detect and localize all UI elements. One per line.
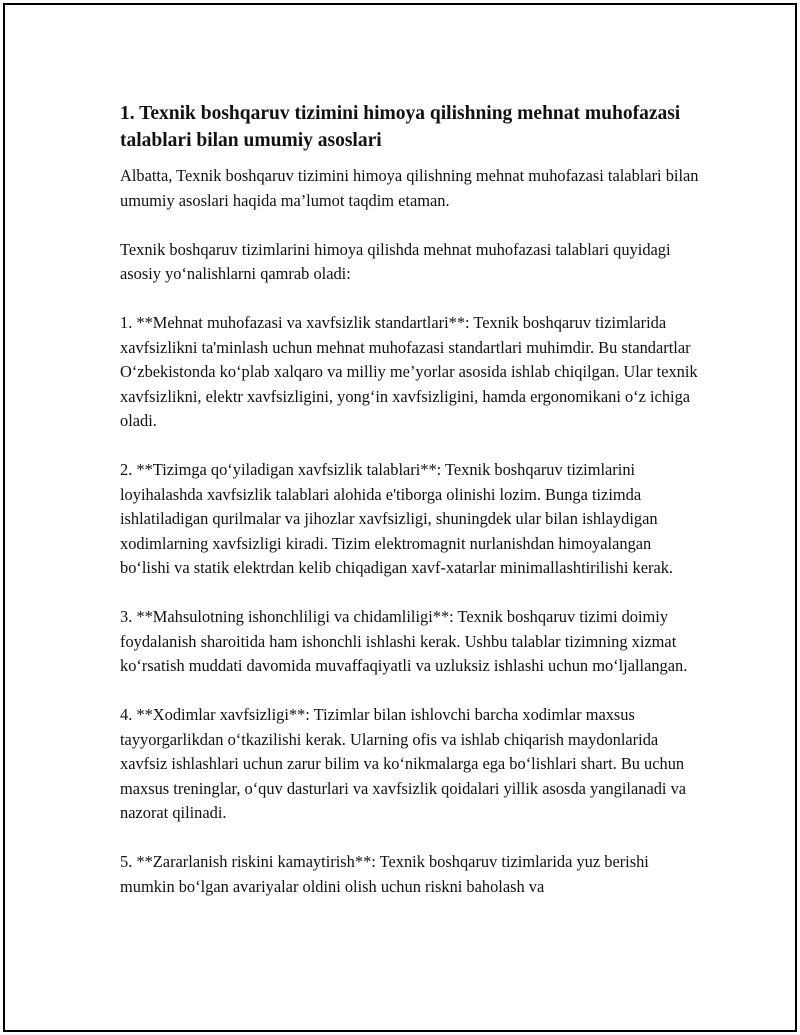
list-item-3: 3. **Mahsulotning ishonchliligi va chidamliligi**: Texnik boshqaruv tizimi doimiy foydalanish sharoitida ham ishonchli ishlashi kerak. Ushbu talablar tizimning xizmat ko‘rsatish muddati davomida muvaffaqiyatli va uzluksiz ishlashi uchun mo‘ljallangan. [120,607,688,675]
list-item-4: 4. **Xodimlar xavfsizligi**: Tizimlar bilan ishlovchi barcha xodimlar maxsus tayyorgarlikdan o‘tkazilishi kerak. Ularning ofis va ishlab chiqarish maydonlarida xavfsiz ishlashlari uchun zarur bilim va ko‘nikmalarga ega bo‘lishlari shart. Bu uchun maxsus treninglar, o‘quv dasturlari va xavfsizlik qoidalari yillik asosda yangilanadi va nazorat qilinadi. [120,705,687,822]
document-body [120,100,700,924]
list-item-1: 1. **Mehnat muhofazasi va xavfsizlik standartlari**: Texnik boshqaruv tizimlarida xavfsizlikni ta'minlash uchun mehnat muhofazasi standartlari muhimdir. Bu standartlar O‘zbekistonda ko‘plab xalqaro va milliy me’yorlar asosida ishlab chiqilgan. Ular texnik xavfsizlikni, elektr xavfsizligini, yong‘in xavfsizligini, hamda ergonomikani o‘z ichiga oladi. [120,313,698,430]
document-page [3,3,797,1032]
list-item-2: 2. **Tizimga qo‘yiladigan xavfsizlik talablari**: Texnik boshqaruv tizimlarini loyihalashda xavfsizlik talablari alohida e'tiborga olinishi lozim. Bunga tizimda ishlatiladigan qurilmalar va jihozlar xavfsizligi, shuningdek ular bilan ishlaydigan xodimlarning xavfsizligi kiradi. Tizim elektromagnit nurlanishdan himoyalangan bo‘lishi va statik elektrdan kelib chiqadigan xavf-xatarlar minimallashtirilishi kerak. [120,460,674,577]
list-item-5: 5. **Zararlanish riskini kamaytirish**: Texnik boshqaruv tizimlarida yuz berishi mumkin bo‘lgan avariyalar oldini olish uchun riskni baholash va [120,852,649,896]
document-title: 1. Texnik boshqaruv tizimini himoya qilishning mehnat muhofazasi talablari bilan umumiy asoslari [120,103,681,151]
overview-paragraph: Texnik boshqaruv tizimlarini himoya qilishda mehnat muhofazasi talablari quyidagi asosiy yo‘nalishlarni qamrab oladi: [120,239,671,283]
intro-paragraph: Albatta, Texnik boshqaruv tizimini himoya qilishning mehnat muhofazasi talablari bilan umumiy asoslari haqida ma’lumot taqdim etaman. [120,166,699,210]
